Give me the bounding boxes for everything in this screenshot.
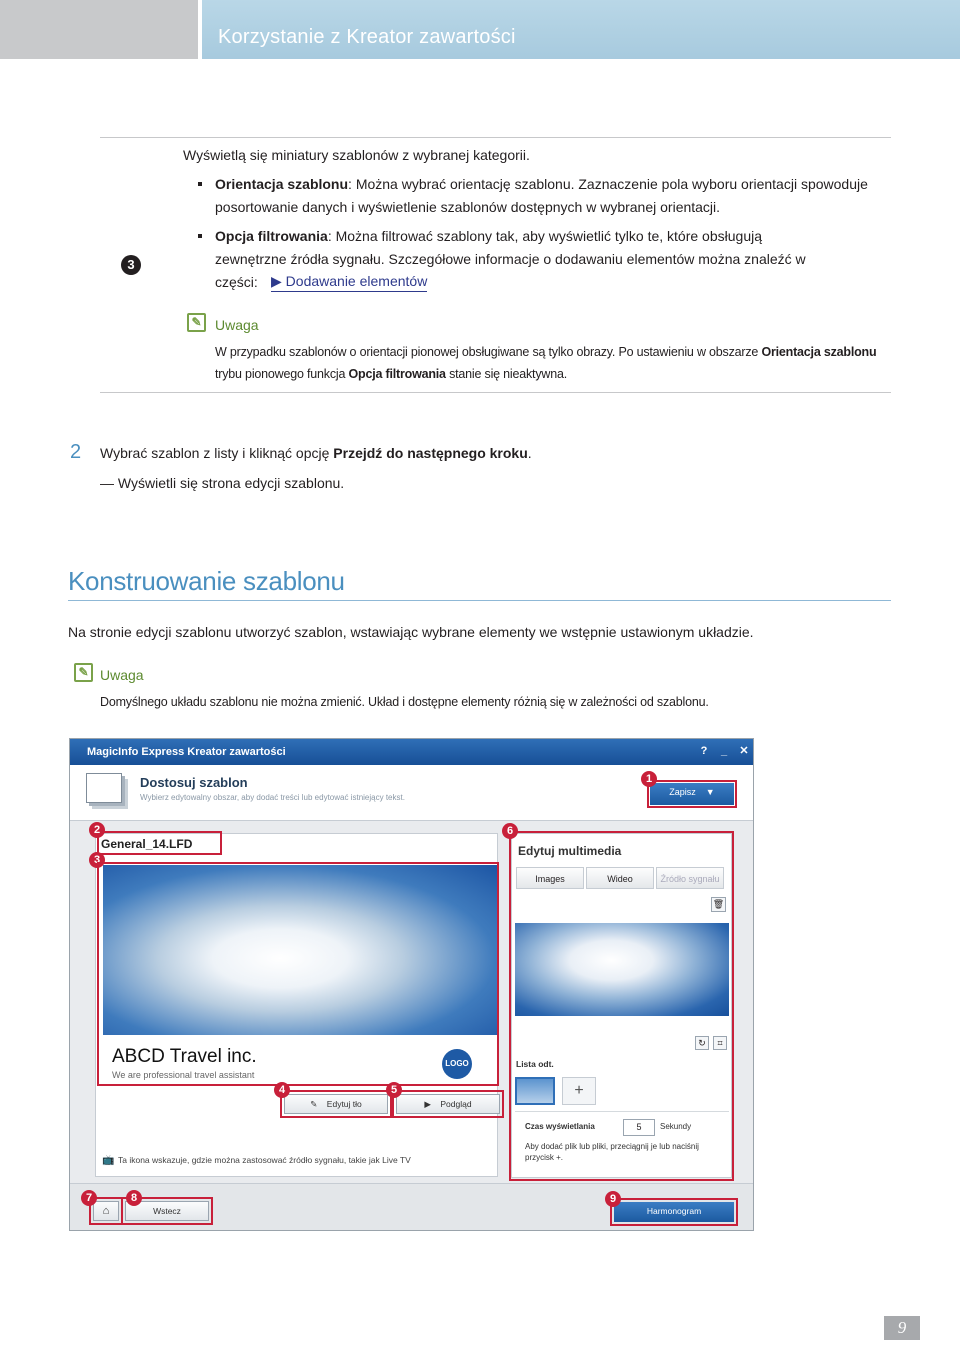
display-time-label: Czas wyświetlania: [525, 1122, 595, 1131]
bullet-filter-line2: zewnętrzne źródła sygnału. Szczegółowe informacje o dodawaniu elementów można znaleźć w: [215, 251, 806, 267]
bullet-filter-line3: części:: [215, 274, 258, 290]
note-text-line1: W przypadku szablonów o orientacji pionowej obsługiwane są tylko obrazy. Po ustawieniu w obszarze Orientacja szablonu: [215, 345, 877, 359]
marker-3: 3: [89, 852, 105, 868]
highlight-box: [610, 1198, 738, 1226]
header-title: Korzystanie z Kreator zawartości: [218, 26, 516, 48]
marker-8: 8: [126, 1190, 142, 1206]
tv-icon: 📺: [102, 1155, 115, 1166]
marker-7: 7: [81, 1190, 97, 1206]
note-icon: ✎: [74, 663, 93, 682]
bullet-icon: [198, 182, 202, 186]
pencil-icon: ✎: [310, 1099, 318, 1109]
highlight-box: [280, 1090, 392, 1118]
note-text: Domyślnego układu szablonu nie można zmienić. Układ i dostępne elementy różnią się w zależności od szablonu.: [100, 695, 709, 709]
link-dodawanie-elementow[interactable]: ▶ Dodawanie elementów: [271, 271, 427, 292]
tv-source-note: Ta ikona wskazuje, gdzie można zastosować źródło sygnału, takie jak Live TV: [118, 1155, 411, 1165]
page-number: 9: [884, 1316, 920, 1340]
company-tagline-text[interactable]: We are professional travel assistant: [112, 1070, 255, 1080]
bullet-filter-line1: Opcja filtrowania: Można filtrować szablony tak, aby wyświetlić tylko te, które obsługują: [215, 228, 762, 244]
note-label: Uwaga: [215, 317, 259, 333]
rotate-icon[interactable]: ↻: [695, 1036, 709, 1050]
bullet-icon: [198, 234, 202, 238]
step-2-number: 2: [70, 441, 82, 463]
template-thumbnail-icon: [86, 773, 122, 803]
close-icon[interactable]: ✕: [739, 745, 749, 757]
play-icon: ▶: [424, 1099, 431, 1109]
media-preview-image: [515, 923, 729, 1016]
crop-icon[interactable]: ⌗: [713, 1036, 727, 1050]
divider-bottom: [100, 392, 891, 393]
marker-4: 4: [274, 1082, 290, 1098]
tab-video[interactable]: Wideo: [586, 867, 654, 889]
tab-images[interactable]: Images: [516, 867, 584, 889]
header-left-bar: [0, 0, 198, 59]
back-button[interactable]: Wstecz: [125, 1201, 209, 1221]
logo-icon[interactable]: LOGO: [442, 1049, 472, 1079]
display-time-unit: Sekundy: [660, 1122, 692, 1131]
playlist-thumbnail[interactable]: [515, 1077, 555, 1105]
tab-signal-source[interactable]: Źródło sygnału: [656, 867, 724, 889]
preview-button[interactable]: ▶ Podgląd: [396, 1094, 500, 1114]
note-icon: ✎: [187, 313, 206, 332]
divider: [515, 1111, 729, 1112]
marker-2: 2: [89, 822, 105, 838]
marker-5: 5: [386, 1082, 402, 1098]
company-name-text[interactable]: ABCD Travel inc.: [112, 1046, 257, 1067]
add-files-hint: Aby dodać plik lub pliki, przeciągnij je lub naciśnij przycisk +.: [525, 1142, 699, 1162]
step-2-text: Wybrać szablon z listy i kliknąć opcję Przejdź do następnego kroku.: [100, 445, 532, 461]
highlight-box: [97, 862, 499, 1086]
section-title: Konstruowanie szablonu: [68, 566, 345, 596]
banner-subtitle: Wybierz edytowalny obszar, aby dodać treści lub edytować istniejący tekst.: [140, 793, 405, 802]
home-icon[interactable]: ⌂: [93, 1201, 119, 1221]
save-button[interactable]: Zapisz ▼: [650, 783, 734, 805]
help-icon[interactable]: ?: [700, 745, 708, 757]
marker-1: 1: [641, 771, 657, 787]
divider-top: [100, 137, 891, 138]
step-3-marker: 3: [121, 255, 141, 275]
minimize-icon[interactable]: _: [720, 745, 728, 757]
playlist-label: Lista odt.: [516, 1059, 554, 1069]
schedule-button[interactable]: Harmonogram: [614, 1202, 734, 1222]
file-name: General_14.LFD: [101, 837, 193, 851]
chevron-down-icon: ▼: [705, 787, 715, 797]
app-screenshot: [69, 738, 754, 1231]
app-title: MagicInfo Express Kreator zawartości: [87, 746, 286, 758]
banner-title: Dostosuj szablon: [140, 775, 248, 790]
bullet-orientation-line2: posortowanie danych i wyświetlenie szablonów dostępnych w wybranej orientacji.: [215, 199, 721, 215]
marker-9: 9: [605, 1191, 621, 1207]
section-rule: [68, 600, 891, 601]
note-label: Uwaga: [100, 667, 144, 683]
note-text-line2: trybu pionowego funkcja Opcja filtrowania stanie się nieaktywna.: [215, 367, 567, 381]
trash-icon[interactable]: 🗑: [711, 897, 726, 912]
highlight-box: [392, 1090, 504, 1118]
step-3-intro: Wyświetlą się miniatury szablonów z wybranej kategorii.: [183, 147, 530, 163]
arrow-right-icon: ▶: [271, 273, 282, 289]
media-panel-title: Edytuj multimedia: [518, 844, 622, 858]
bullet-orientation-line1: Orientacja szablonu: Można wybrać orientację szablonu. Zaznaczenie pola wyboru orientacji spowoduje: [215, 176, 868, 192]
edit-background-button[interactable]: ✎ Edytuj tło: [284, 1094, 388, 1114]
section-body: Na stronie edycji szablonu utworzyć szablon, wstawiając wybrane elementy we wstępnie ustawionym układzie.: [68, 624, 754, 640]
marker-6: 6: [502, 823, 518, 839]
display-time-input[interactable]: 5: [623, 1119, 655, 1136]
add-media-button[interactable]: +: [562, 1077, 596, 1105]
step-2-subtext: ― Wyświetli się strona edycji szablonu.: [100, 475, 345, 491]
